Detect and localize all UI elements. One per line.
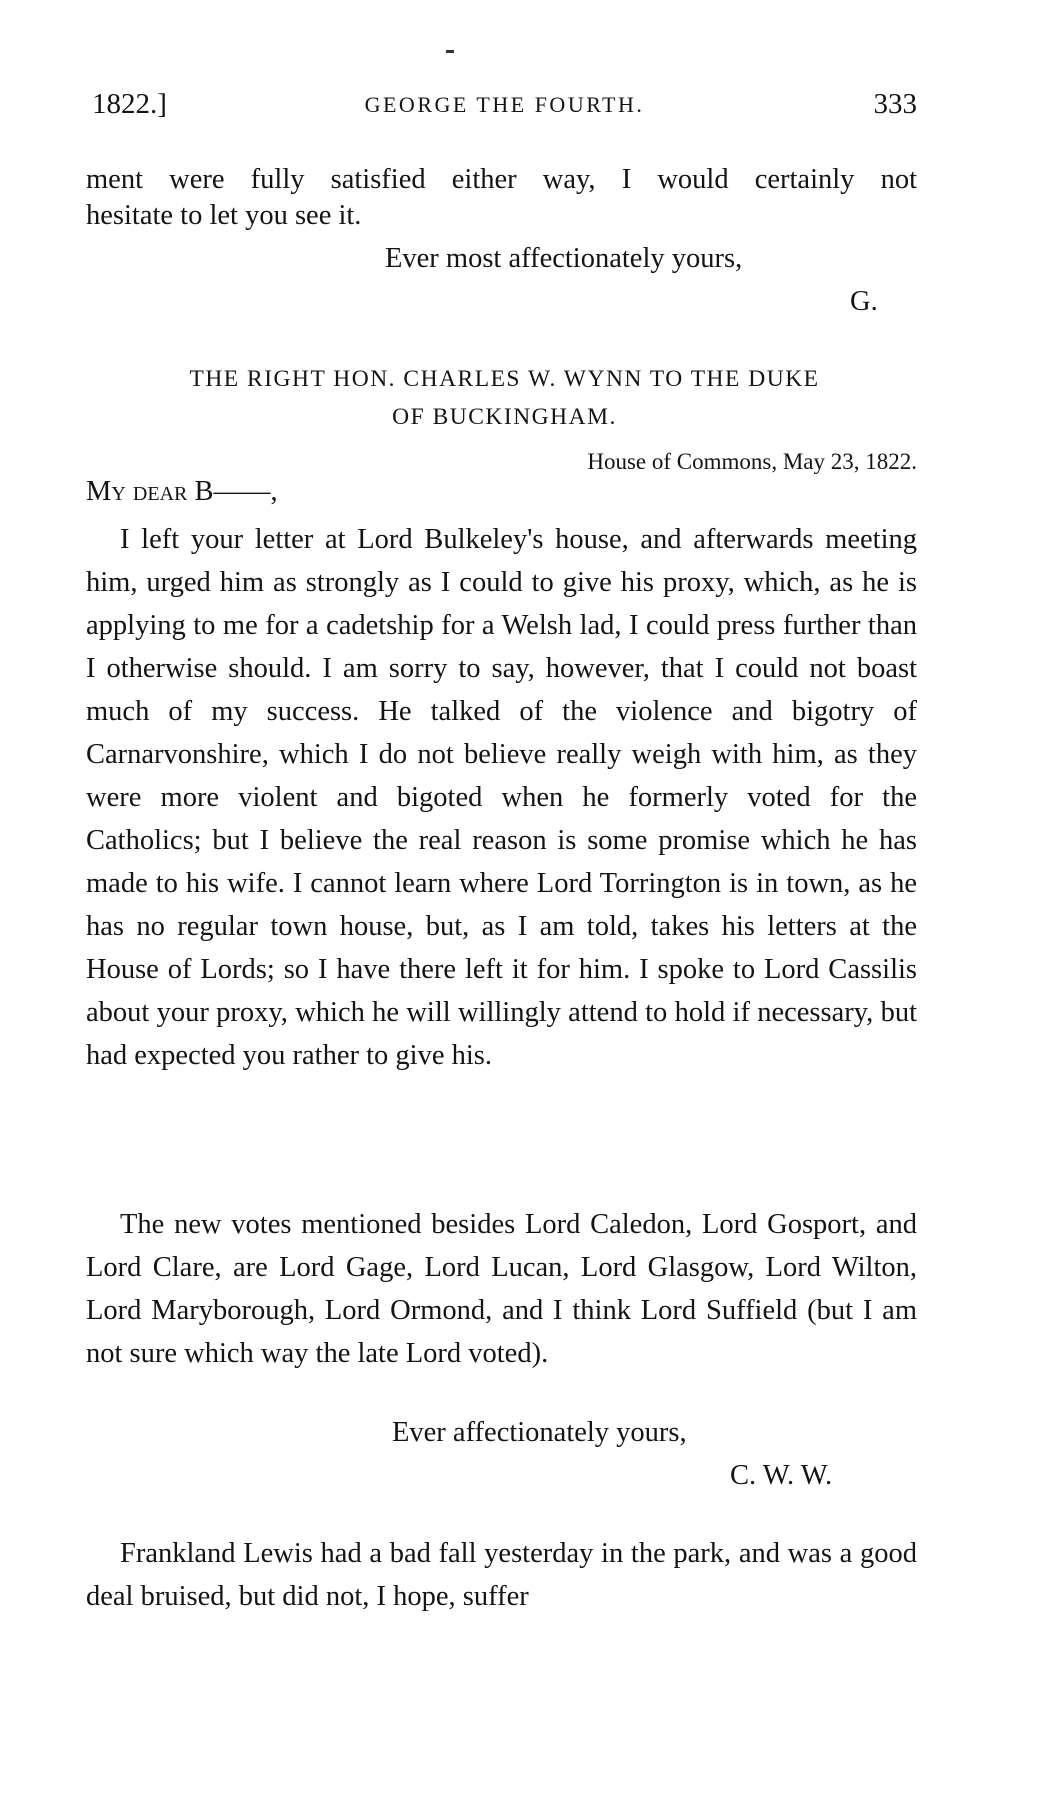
letter-heading-line-1: THE RIGHT HON. CHARLES W. WYNN TO THE DUKE — [189, 366, 820, 392]
letter-heading-line-2: OF BUCKINGHAM. — [392, 404, 617, 430]
header-year: 1822.] — [92, 88, 167, 120]
signature-second-letter: C. W. W. — [730, 1460, 833, 1491]
letter-body-paragraph-2: The new votes mentioned besides Lord Caledon, Lord Gosport, and Lord Clare, are Lord Gage, Lord Lucan, Lord Glasgow, Lord Wilton, Lord Maryborough, Lord Ormond, and I think Lord Suffield (but I am not sure which way the late Lord voted). — [86, 1209, 917, 1369]
running-header — [92, 88, 917, 128]
letter-salutation: My dear B——, — [86, 476, 278, 507]
valediction-second-letter: Ever affectionately yours, — [392, 1417, 687, 1448]
continued-paragraph-line-2: hesitate to let you see it. — [86, 200, 362, 231]
page-number: 333 — [873, 88, 917, 120]
continued-paragraph-line-1: ment were fully satisfied either way, I would certainly not — [86, 164, 917, 195]
signature-first-letter: G. — [850, 286, 878, 317]
letter-dateline: House of Commons, May 23, 1822. — [587, 449, 917, 474]
closing-narrative-paragraph: Frankland Lewis had a bad fall yesterday in the park, and was a good deal bruised, but did not, I hope, suffer — [86, 1538, 917, 1612]
valediction-first-letter: Ever most affectionately yours, — [385, 243, 743, 274]
printer-mark — [446, 50, 454, 53]
letter-body-paragraph-1: I left your letter at Lord Bulkeley's house, and afterwards meeting him, urged him as strongly as I could to give his proxy, which, as he is applying to me for a cadetship for a Welsh lad, I could press further than I otherwise should. I am sorry to say, however, that I could not boast much of my success. He talked of the violence and bigotry of Carnarvonshire, which I do not believe really weigh with him, as they were more violent and bigoted when he formerly voted for the Catholics; but I believe the real reason is some promise which he has made to his wife. I cannot learn where Lord Torrington is in town, as he has no regular town house, but, as I am told, takes his letters at the House of Lords; so I have there left it for him. I spoke to Lord Cassilis about your proxy, which he will willingly attend to hold if necessary, but had expected you rather to give his. — [86, 524, 917, 1071]
running-title: GEORGE THE FOURTH. — [364, 92, 645, 117]
